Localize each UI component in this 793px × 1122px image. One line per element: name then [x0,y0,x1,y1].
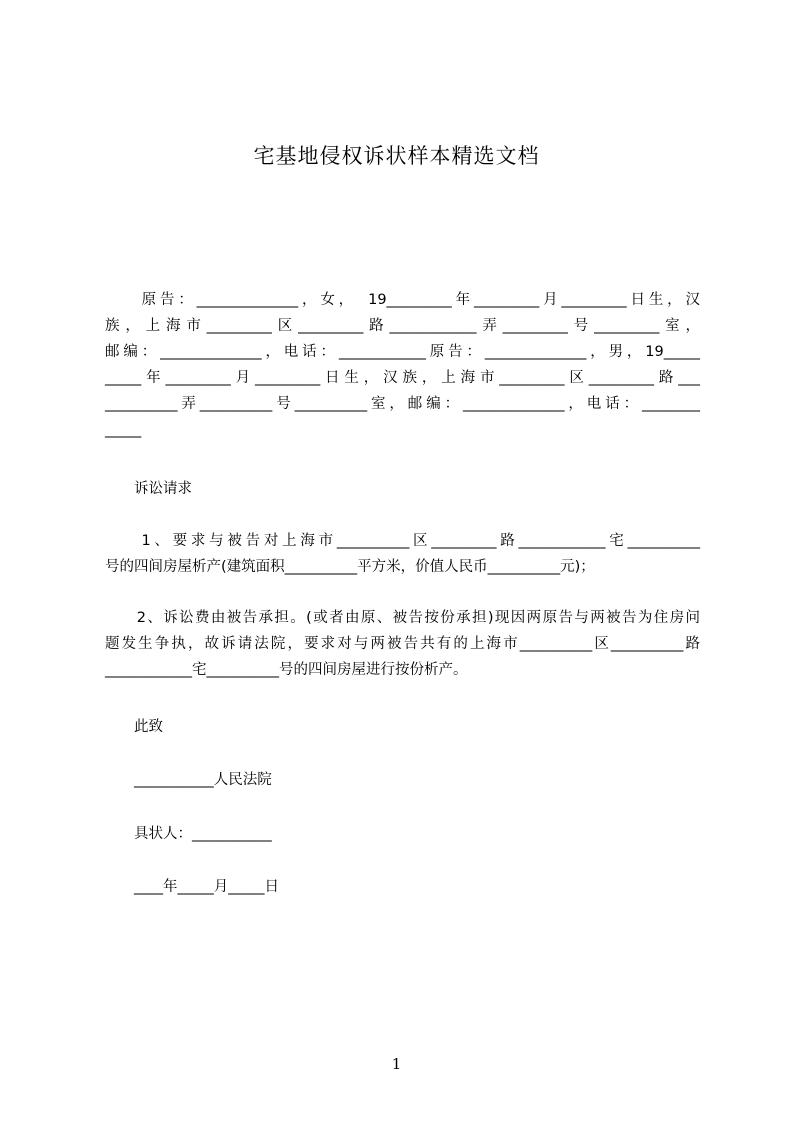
parties-line-2: 族，上海市_________区_________路____________弄_________号_________室， [105,318,700,334]
claim-1-line-1: 1、要求与被告对上海市__________区_________路____________宅__________ [105,533,700,549]
parties-line-3: 邮编：______________，电话：____________原告：______________，男，19_____ [105,344,700,360]
parties-line-1: 原告：______________，女， 19_________年_________月_________日生，汉 [105,292,700,308]
claim-1-paragraph [105,528,700,580]
closing-salutation: 此致 [105,719,163,735]
signer-line: 具状人：___________ [105,826,272,842]
court-line: ___________人民法院 [105,772,272,788]
parties-line-6: _____ [105,422,142,438]
page-number: 1 [391,1055,402,1073]
claim-2-line-3: ____________宅__________号的四间房屋进行按份析产。 [105,662,468,678]
claim-2-line-1: 2、诉讼费由被告承担。(或者由原、被告按份承担)现因两原告与两被告为住房问 [105,610,700,626]
parties-line-4: _____年_________月_________日生，汉族，上海市_________区_________路___ [105,370,700,386]
claim-1-line-2: 号的四间房屋析产(建筑面积__________平方米，价值人民币__________元)； [105,559,595,575]
date-line: ____年_____月_____日 [105,879,279,895]
claim-2-line-2: 题发生争执，故诉请法院，要求对与两被告共有的上海市__________区__________路 [105,636,700,652]
claim-2-paragraph [105,605,700,683]
document-title: 宅基地侵权诉状样本精选文档 [253,144,540,168]
claims-heading: 诉讼请求 [105,481,192,497]
parties-paragraph [105,287,700,443]
parties-line-5: __________弄__________号__________室，邮编：______________，电话：________ [105,396,700,412]
